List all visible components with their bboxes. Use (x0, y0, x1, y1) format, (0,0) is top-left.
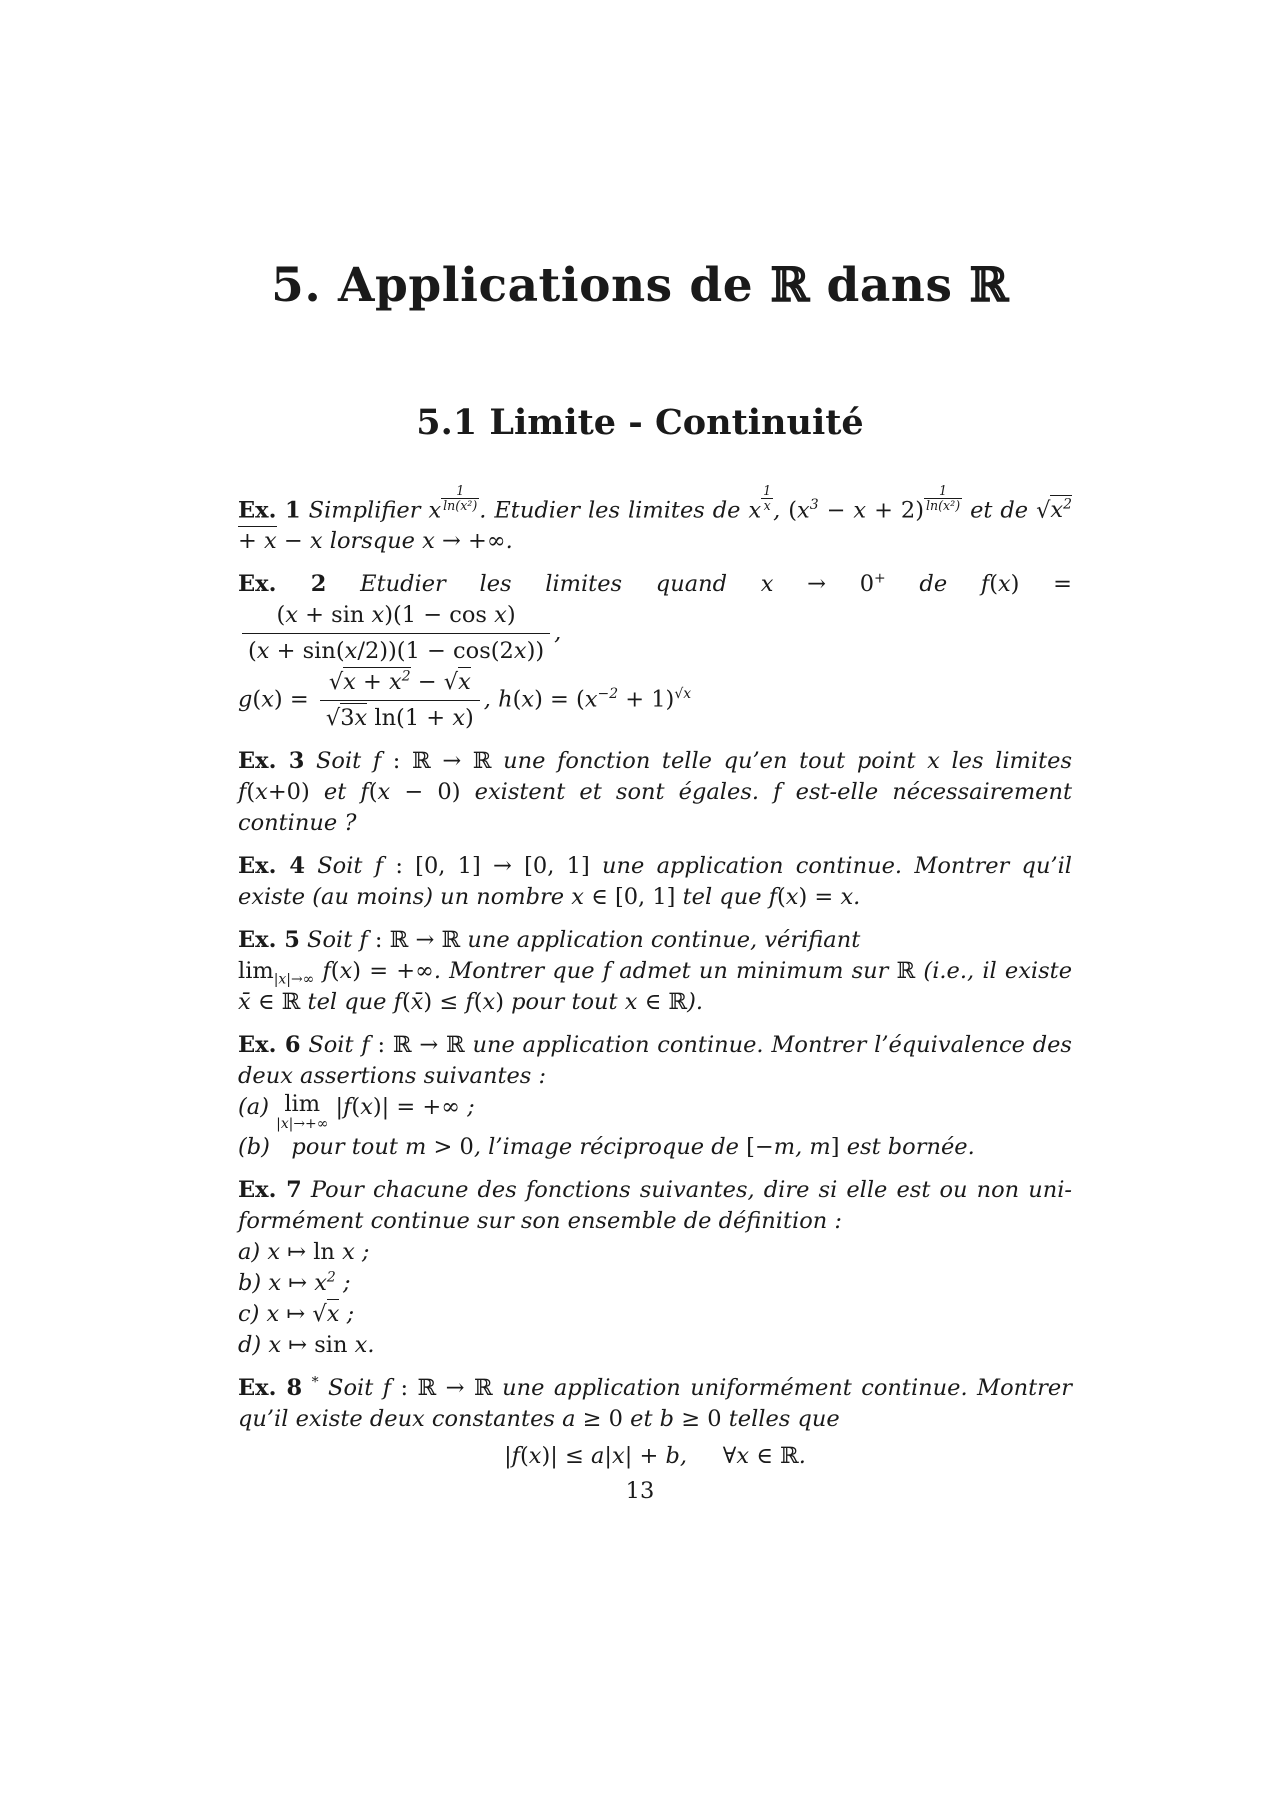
exercise-6: Ex. 6 Soit f : ℝ → ℝ une application continue. Montrer l’équivalence des deux assertions suivantes : (a) lim |x|→+∞ |f(x)| = +∞ ; (b) pour tout m > 0, l’image réciproque de [−m, m] est bornée. (238, 1032, 1072, 1161)
exercise-8: Ex. 8 * Soit f : ℝ → ℝ une application uniformément continue. Montrer qu’il existe deux constantes a ≥ 0 et b ≥ 0 telles que |f(x)| ≤ a|x| + b, ∀x ∈ ℝ. (238, 1373, 1072, 1472)
exercise-label: Ex. 5 (238, 927, 300, 954)
exercise-label: Ex. 2 (238, 571, 327, 598)
display-equation: |f(x)| ≤ a|x| + b, ∀x ∈ ℝ. (504, 1443, 806, 1470)
exercise-label: Ex. 4 (238, 853, 305, 880)
section-title: 5.1 Limite - Continuité (416, 402, 864, 443)
exercise-3: Ex. 3 Soit f : ℝ → ℝ une fonction telle qu’en tout point x les limites f(x+0) et f(x − 0) existent et sont égales. f est-elle nécessairement continue ? (238, 748, 1072, 837)
exercise-label: Ex. 8 (238, 1375, 303, 1402)
exercise-5: Ex. 5 Soit f : ℝ → ℝ une application continue, vérifiant $\lim_{|x|\to\infty} f(x)$ = +∞. Montrer que f admet un minimum sur ℝ (i.e., il existe x̄ ∈ ℝ tel que f(x̄) ≤ f(x) pour tout x ∈ ℝ). (238, 927, 1073, 1016)
exercise-2: Ex. 2 Etudier les limites quand x → 0+ de f(x) = $\frac{\text{(x + sin x)(1 − cos x)}}{(x + \sin(x/2))(1 - \cos(2x))}$ , g(x) = $\frac{√x + x^2 - √x}{\text{√3x ln(1 + x)}}$ , $h(x) = (x^{-2} + 1)^{√x}$ (238, 570, 1073, 732)
exercise-1: Ex. 1 Simplifier x $\frac{1}{\text{ln(x²)}}$ . Etudier les limites de x $\frac{1}{x}$ , $(x^3 - x + 2)$ $\frac{1}{\text{ln(x²)}}$ et de $√x^2 + x - x$ lorsque x → +∞. (238, 483, 1072, 555)
exercise-4: Ex. 4 Soit f : [0, 1] → [0, 1] une application continue. Montrer qu’il existe (au moins) un nombre x ∈ [0, 1] tel que f(x) = x. (238, 853, 1072, 911)
page-number: 13 (625, 1478, 655, 1504)
exercise-label: Ex. 6 (238, 1032, 301, 1059)
exercise-label: Ex. 7 (238, 1177, 302, 1204)
exercise-list (238, 484, 1072, 1484)
exercise-7: Ex. 7 Pour chacune des fonctions suivantes, dire si elle est ou non uni- formément continue sur son ensemble de définition : a) x ↦ ln x ; b) x ↦ $x^2$ ; c) x ↦ √x ; d) x ↦ sin x. (238, 1177, 1072, 1359)
chapter-title: 5. Applications de ℝ dans ℝ (271, 258, 1009, 313)
exercise-label: Ex. 1 (238, 497, 301, 524)
exercise-label: Ex. 3 (238, 748, 305, 775)
